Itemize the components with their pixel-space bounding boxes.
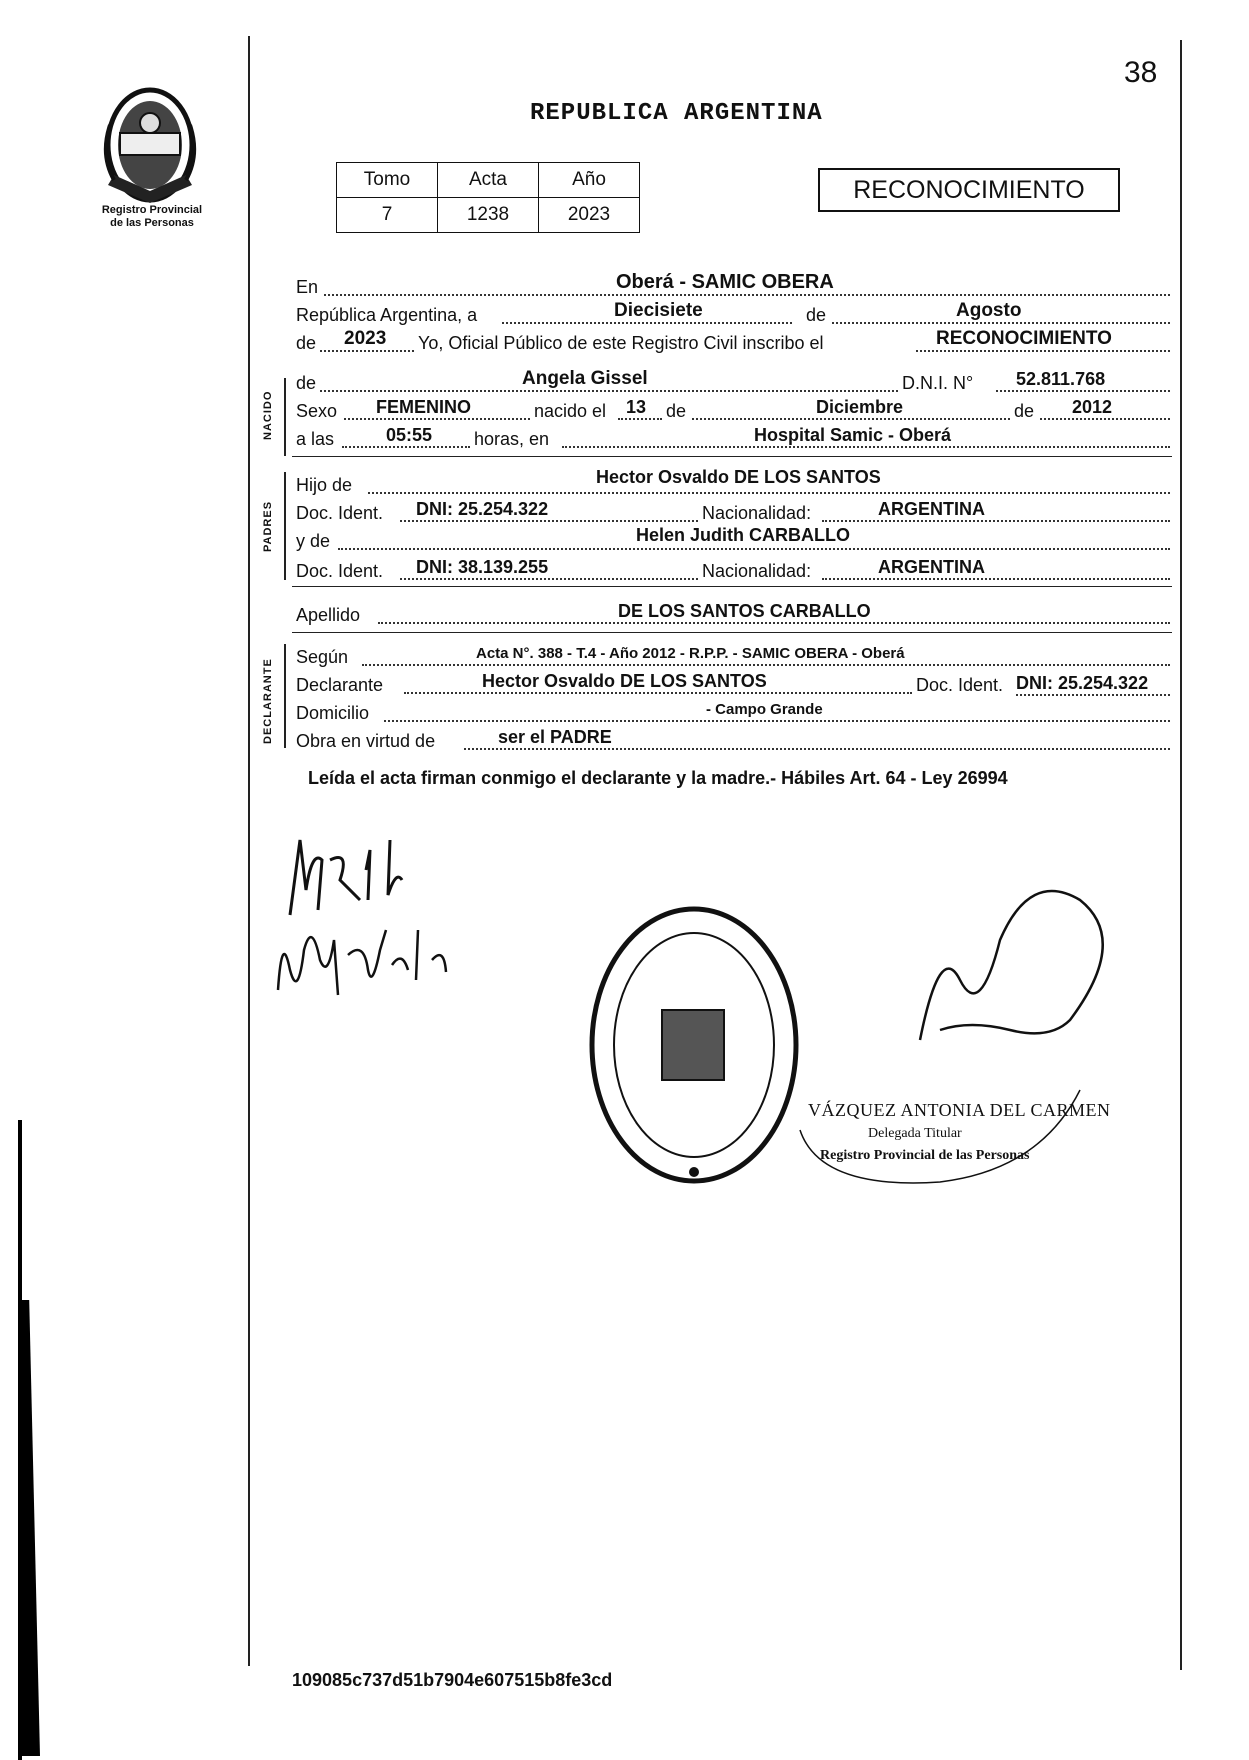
row-hora-lugar	[296, 424, 1170, 452]
row-padre	[296, 467, 1170, 498]
value-inscribo: RECONOCIMIENTO	[936, 328, 1112, 349]
delegate-office: Registro Provincial de las Personas	[820, 1148, 1030, 1163]
label-doc1: Doc. Ident.	[296, 503, 384, 523]
value-nombre: Angela Gissel	[522, 368, 648, 389]
value-dia: Diecisiete	[614, 300, 703, 321]
row-madre	[296, 526, 1170, 554]
row-domicilio	[296, 698, 1170, 726]
label-nacido: nacido el	[534, 401, 607, 421]
value-padre: Hector Osvaldo DE LOS SANTOS	[596, 467, 881, 487]
tomo-acta-anio-table	[336, 162, 640, 233]
label-nac2: Nacionalidad:	[702, 561, 812, 581]
label-de4: de	[1014, 401, 1035, 421]
table-value-tomo: 7	[337, 198, 438, 233]
row-sexo	[296, 396, 1170, 424]
row-declarante	[296, 670, 1170, 698]
table-value-anio: 2023	[539, 198, 640, 233]
value-nac-dia: 13	[626, 397, 647, 417]
value-en: Oberá - SAMIC OBERA	[616, 271, 834, 293]
section-bracket-declarante	[284, 644, 286, 748]
row-doc2	[296, 556, 1170, 584]
label-en: En	[296, 277, 319, 297]
section-divider-3	[292, 632, 1172, 633]
row-en	[296, 272, 1170, 300]
label-segun: Según	[296, 647, 349, 667]
label-inscribo: Yo, Oficial Público de este Registro Civil inscribo el	[418, 333, 824, 353]
value-segun: Acta N°. 388 - T.4 - Año 2012 - R.P.P. - SAMIC OBERA - Oberá	[476, 645, 905, 662]
value-nac1: ARGENTINA	[878, 499, 985, 519]
value-domicilio: - Campo Grande	[706, 701, 823, 718]
mother-signature	[268, 910, 468, 1010]
value-nac2: ARGENTINA	[878, 557, 985, 577]
table-header-anio: Año	[539, 163, 640, 198]
label-obra: Obra en virtud de	[296, 731, 436, 751]
section-divider-2	[292, 586, 1172, 587]
scan-edge-shadow-thick	[22, 1300, 40, 1756]
right-margin-rule	[1180, 40, 1182, 1670]
table-value-acta: 1238	[438, 198, 539, 233]
value-nac-mes: Diciembre	[816, 397, 904, 417]
delegate-role: Delegada Titular	[868, 1126, 962, 1141]
document-title: REPUBLICA ARGENTINA	[530, 100, 823, 127]
label-doc2: Doc. Ident.	[296, 561, 384, 581]
scan-edge-shadow	[18, 1120, 22, 1760]
label-sexo: Sexo	[296, 401, 338, 421]
row-nombre	[296, 368, 1170, 396]
value-lugar: Hospital Samic - Oberá	[754, 425, 952, 445]
section-bracket-padres	[284, 472, 286, 580]
value-doc2: DNI: 38.139.255	[416, 557, 549, 577]
value-nac-anio: 2012	[1072, 397, 1113, 417]
left-margin-rule	[248, 36, 250, 1666]
label-de2: de	[296, 333, 317, 353]
value-sexo: FEMENINO	[376, 397, 472, 417]
label-doc3: Doc. Ident.	[916, 675, 1004, 695]
row-apellido	[296, 600, 1170, 628]
section-label-nacido: NACIDO	[262, 390, 274, 440]
section-label-padres: PADRES	[262, 500, 274, 552]
value-doc3: DNI: 25.254.322	[1016, 673, 1149, 693]
value-dni: 52.811.768	[1016, 369, 1106, 389]
table-header-acta: Acta	[438, 163, 539, 198]
official-round-seal	[584, 900, 804, 1190]
document-hash: 109085c737d51b7904e607515b8fe3cd	[292, 1670, 613, 1690]
label-de1: de	[806, 305, 827, 325]
stamp-arc	[790, 1070, 1090, 1200]
delegate-name: VÁZQUEZ ANTONIA DEL CARMEN	[808, 1100, 1111, 1120]
label-hijo: Hijo de	[296, 475, 353, 495]
value-apellido: DE LOS SANTOS CARBALLO	[618, 601, 871, 621]
row-republica	[296, 300, 1170, 328]
label-de-nombre: de	[296, 373, 317, 393]
row-obra	[296, 726, 1170, 754]
value-anio: 2023	[344, 328, 387, 349]
label-dni: D.N.I. N°	[902, 373, 974, 393]
section-divider-1	[292, 456, 1172, 457]
section-bracket-nacido	[284, 378, 286, 456]
value-declarante: Hector Osvaldo DE LOS SANTOS	[482, 671, 767, 691]
label-horas: horas, en	[474, 429, 550, 449]
label-apellido: Apellido	[296, 605, 361, 625]
row-inscribo	[296, 328, 1170, 356]
row-doc1	[296, 498, 1170, 526]
label-republica: República Argentina, a	[296, 305, 478, 325]
act-type-box: RECONOCIMIENTO	[818, 168, 1120, 212]
delegate-signature	[900, 880, 1160, 1060]
table-header-tomo: Tomo	[337, 163, 438, 198]
value-mes: Agosto	[956, 300, 1022, 321]
label-domicilio: Domicilio	[296, 703, 370, 723]
label-nac1: Nacionalidad:	[702, 503, 812, 523]
page-number: 38	[1124, 56, 1158, 89]
label-declarante: Declarante	[296, 675, 384, 695]
label-de3: de	[666, 401, 687, 421]
section-label-declarante: DECLARANTE	[262, 658, 274, 744]
registry-label: Registro Provincial de las Personas	[101, 204, 203, 229]
value-hora: 05:55	[386, 425, 433, 445]
row-segun	[296, 642, 1170, 670]
closing-statement: Leída el acta firman conmigo el declarante y la madre.- Hábiles Art. 64 - Ley 26994	[308, 768, 1008, 788]
value-madre: Helen Judith CARBALLO	[636, 525, 850, 545]
value-obra: ser el PADRE	[498, 727, 612, 747]
value-doc1: DNI: 25.254.322	[416, 499, 549, 519]
label-yde: y de	[296, 531, 331, 551]
label-alas: a las	[296, 429, 335, 449]
